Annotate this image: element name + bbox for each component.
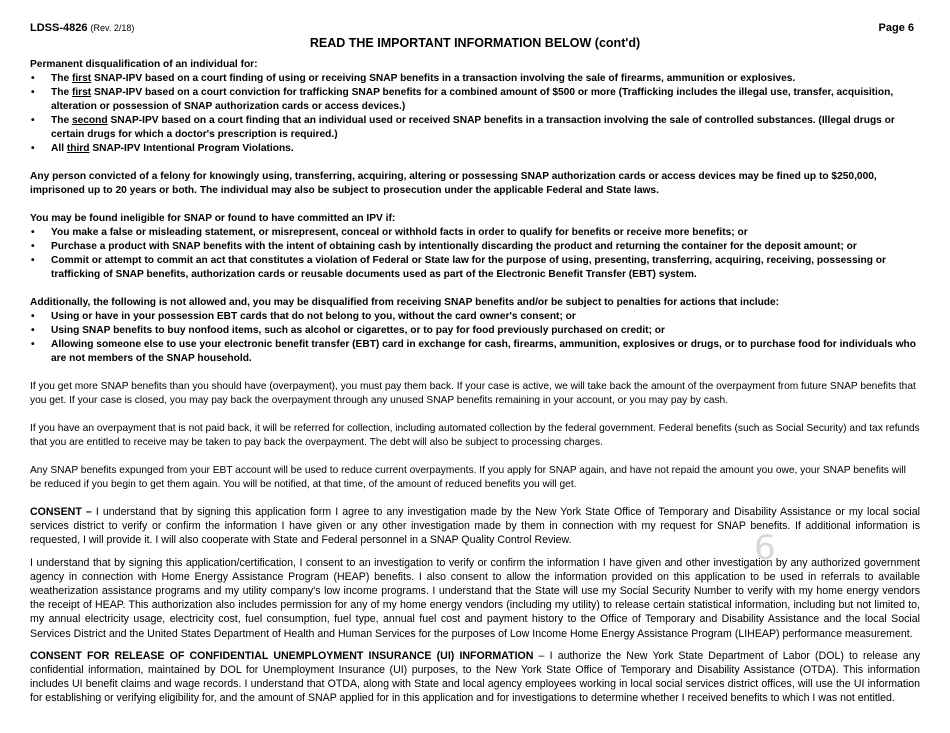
overpayment-paragraph-3: Any SNAP benefits expunged from your EBT account will be used to reduce current overpayments. If you apply for SNAP again, and have not repaid the amount you owe, your SNAP benefits will be reduced if you begin to get them again. You will be notified, at that time, of the amount of reduced benefits you will get. <box>30 465 906 490</box>
list-item: • All third SNAP-IPV Intentional Program Violations. <box>30 142 920 156</box>
list-item: • Using or have in your possession EBT cards that do not belong to you, without the card owner's consent; or <box>30 310 920 324</box>
page-title: READ THE IMPORTANT INFORMATION BELOW (cont'd) <box>309 36 641 50</box>
list-item: • The second SNAP-IPV based on a court finding that an individual used or received SNAP benefits in a transaction involving the sale of controlled substances. (Illegal drugs or certain drugs for which a doctor's prescription is required.) <box>30 114 920 142</box>
list-item: • Using SNAP benefits to buy nonfood items, such as alcohol or cigarettes, or to pay for food previously purchased on credit; or <box>30 324 920 338</box>
felony-paragraph: Any person convicted of a felony for knowingly using, transferring, acquiring, altering or possessing SNAP authorization cards or access devices may be fined up to $250,000, imprisoned up to 20 years or both. The individual may also be subject to prosecution under the applicable Federal and State laws. <box>30 171 877 196</box>
page-number: Page 6 <box>878 22 914 34</box>
list-item: • Purchase a product with SNAP benefits with the intent of obtaining cash by intentionally discarding the product and returning the container for the deposit amount; or <box>30 240 920 254</box>
list-item: • The first SNAP-IPV based on a court conviction for trafficking SNAP benefits for a combined amount of $500 or more (Trafficking includes the illegal use, transfer, acquisition, alteration or possession of SNAP authorization cards or access devices.) <box>30 86 920 114</box>
consent-heading: CONSENT – <box>30 506 92 518</box>
consent-paragraph: CONSENT – I understand that by signing this application form I agree to any investigation made by the New York State Office of Temporary and Disability Assistance or my local social services district to verify or confirm the information I have given or any other investigation made by them in connection with my request for SNAP benefits. If additional information is requested, I will provide it. I will also cooperate with State and Federal personnel in a SNAP Quality Control Review. <box>30 506 920 547</box>
heap-consent-paragraph: I understand that by signing this application/certification, I consent to an investigation to verify or confirm the information I have given and other investigation by any authorized government agency in connection with Home Energy Assistance Program (HEAP) benefits. I also consent to allow the information provided on this application to be used in referrals to available weatherization assistance programs and my utility company's low income programs. I understand that the State will use my Social Security Number to verify with my home energy vendors the receipt of HEAP. This authorization also includes permission for any of my home energy vendors (including my utility) to release certain statistical information, including but not limited to, my annual electricity usage, electricity cost, fuel consumption, fuel type, annual fuel cost and payment history to the Office of Temporary and Disability Assistance and the local Social Services District and the United States Department of Health and Human Services for the purposes of Low Income Home Energy Assistance Program (LIHEAP) performance measurement. <box>30 556 920 640</box>
disqualification-list <box>30 72 920 156</box>
form-revision: (Rev. 2/18) <box>90 23 135 33</box>
form-number: LDSS-4826 (Rev. 2/18) <box>30 22 135 34</box>
overpayment-paragraph-2: If you have an overpayment that is not paid back, it will be referred for collection, including automated collection by the federal government. Federal benefits (such as Social Security) and tax refunds that you are entitled to receive may be taken to pay back the overpayment. The debt will also be subject to processing charges. <box>30 423 920 448</box>
ineligible-list <box>30 226 920 282</box>
document-body <box>30 58 920 706</box>
list-item: • You make a false or misleading statement, or misrepresent, conceal or withhold facts in order to qualify for benefits or receive more benefits; or <box>30 226 920 240</box>
not-allowed-intro: Additionally, the following is not allowed and, you may be disqualified from receiving SNAP benefits and/or be subject to penalties for actions that include: <box>30 297 780 308</box>
ineligible-intro: You may be found ineligible for SNAP or found to have committed an IPV if: <box>30 213 396 224</box>
list-item: • The first SNAP-IPV based on a court finding of using or receiving SNAP benefits in a transaction involving the sale of firearms, ammunition or explosives. <box>30 72 920 86</box>
disqualification-intro: Permanent disqualification of an individual for: <box>30 59 258 70</box>
ui-consent-paragraph: CONSENT FOR RELEASE OF CONFIDENTIAL UNEMPLOYMENT INSURANCE (UI) INFORMATION – I authorize the New York State Department of Labor (DOL) to release any confidential information, maintained by DOL for Unemployment Insurance (UI) purposes, to the New York State Office of Temporary and Disability Assistance (OTDA). This information includes UI benefit claims and wage records. I understand that OTDA, along with State and local agency employees working in local social services district offices, will use the UI information for establishing or verifying eligibility for, and the amount of SNAP applied for in this application and for investigations to determine whether I received benefits to which I was not entitled. <box>30 649 920 705</box>
ui-consent-heading: CONSENT FOR RELEASE OF CONFIDENTIAL UNEMPLOYMENT INSURANCE (UI) INFORMATION <box>30 649 534 662</box>
page-watermark: 6 <box>754 528 776 568</box>
list-item: • Commit or attempt to commit an act that constitutes a violation of Federal or State law for the purpose of using, presenting, transferring, acquiring, receiving, possessing or trafficking of SNAP benefits, authorization cards or reusable documents used as part of the Electronic Benefit Transfer (EBT) system. <box>30 254 920 282</box>
list-item: • Allowing someone else to use your electronic benefit transfer (EBT) card in exchange for cash, firearms, ammunition, explosives or drugs, or to purchase food for individuals who are not members of the SNAP household. <box>30 338 920 366</box>
overpayment-paragraph-1: If you get more SNAP benefits than you should have (overpayment), you must pay them back. If your case is active, we will take back the amount of the overpayment from future SNAP benefits that you get. If your case is closed, you may pay back the overpayment through any unused SNAP benefits remaining in your account, or you may pay by cash. <box>30 381 916 406</box>
not-allowed-list <box>30 310 920 366</box>
